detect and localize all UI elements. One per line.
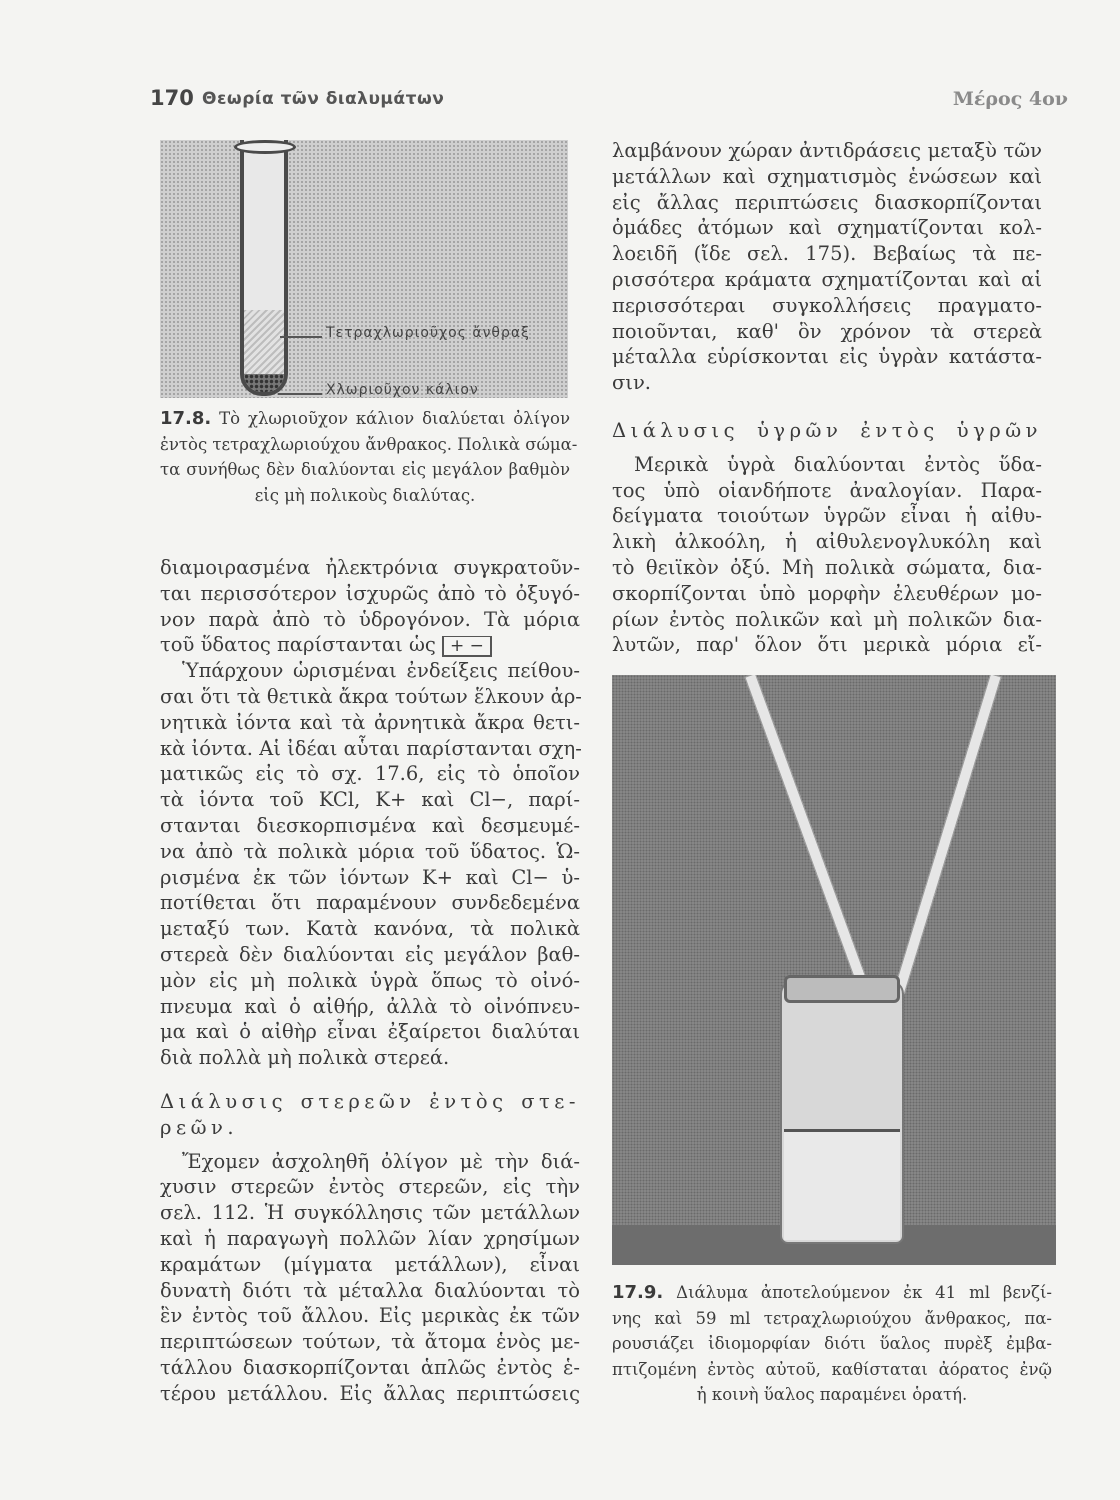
heading-line: ρεῶν.	[160, 1115, 239, 1139]
text-line: ρίων ἐντὸς πολικῶν καὶ μὴ πολικῶν δια-	[612, 607, 1042, 631]
water-molecule-symbol: + −	[442, 636, 492, 657]
text-line: δείγματα τοιούτων ὑγρῶν εἶναι ἡ αἰθυ-	[612, 504, 1042, 528]
text-line: καὶ ἡ παραγωγὴ πολλῶν λίαν χρησίμων	[160, 1226, 580, 1250]
jar-neck	[784, 975, 900, 1003]
text-line: λοειδῆ (ἴδε σελ. 175). Βεβαίως τὰ πε-	[612, 242, 1042, 266]
caption-line: Τὸ χλωριοῦχον κάλιον διαλύεται ὀλίγον	[219, 409, 570, 428]
section-heading	[160, 1089, 580, 1141]
paragraph	[160, 1149, 580, 1407]
text-line: λαμβάνουν χώραν ἀντιδράσεις μεταξὺ τῶν	[612, 139, 1042, 162]
text-line: τος ὑπὸ οἱανδήποτε ἀναλογίαν. Παρα-	[612, 478, 1042, 502]
section-heading: Διάλυσις ὑγρῶν ἐντὸς ὑγρῶν	[612, 418, 1042, 442]
text-line: ἓν ἐντὸς τοῦ ἄλλου. Εἰς μερικὰς ἐκ τῶν	[160, 1304, 580, 1328]
text-line: στανται διεσκορπισμένα καὶ δεσμευμέ-	[160, 813, 580, 837]
label-potassium-chloride: Χλωριοῦχον κάλιον	[326, 382, 479, 398]
test-tube-icon	[240, 140, 288, 396]
test-tube-rim	[234, 140, 296, 154]
paragraph	[160, 658, 580, 1071]
text-line: μα καὶ ὁ αἰθὴρ εἶναι ἐξαίρετοι διαλύται	[160, 1020, 580, 1044]
text-line: νον παρὰ ἀπὸ τὸ ὑδρογόνον. Τὰ μόρια	[160, 607, 580, 631]
text-line: εἰς ἄλλας περιπτώσεις διασκορπίζονται	[612, 190, 1042, 214]
glass-rod-ordinary-icon	[893, 675, 1002, 994]
label-carbon-tetrachloride: Τετραχλωριοῦχος ἄνθραξ	[326, 325, 530, 341]
text-line: διαμοιρασμένα ἠλεκτρόνια συγκρατοῦν-	[160, 556, 580, 579]
spacer	[612, 396, 1042, 418]
paragraph	[612, 452, 1042, 658]
right-column	[612, 138, 1042, 658]
leader-line	[278, 393, 322, 395]
caption-line: ἡ κοινὴ ὕαλος παραμένει ὁρατή.	[696, 1385, 968, 1404]
text-line: σαι ὅτι τὰ θετικὰ ἄκρα τούτων ἕλκουν ἀρ-	[160, 684, 582, 708]
text-line: χυσιν στερεῶν ἐντὸς στερεῶν, εἰς τὴν	[160, 1175, 580, 1199]
spacer	[612, 444, 1042, 452]
text-line: μετάλλων καὶ σχηματισμὸς ἑνώσεων καὶ	[612, 164, 1042, 188]
caption-line: ρουσιάζει ἰδιομορφίαν διότι ὕαλος πυρὲξ ἐμβα-	[612, 1334, 1052, 1353]
part-label: Μέρος 4ον	[952, 88, 1068, 110]
text-line: ὁμάδες ἀτόμων καὶ σχηματίζονται κολ-	[612, 216, 1042, 240]
text-line: τὰ ἰόντα τοῦ KCl, K+ καὶ Cl−, παρί-	[160, 788, 580, 812]
text-line: μεταξύ των. Κατὰ κανόνα, τὰ πολικὰ	[160, 917, 580, 941]
paragraph	[160, 555, 580, 658]
figure-17-8-test-tube-illustration	[160, 140, 568, 398]
text-line: μέταλλα εὑρίσκονται εἰς ὑγρὰν κατάστα-	[612, 345, 1042, 369]
text-line: ποτίθεται ὅτι παραμένουν συνδεδεμένα	[160, 891, 580, 915]
text-line: σελ. 112. Ἡ συγκόλλησις τῶν μετάλλων	[160, 1201, 580, 1225]
caption-line: εἰς μὴ πολικοὺς διαλύτας.	[254, 485, 476, 505]
spacer	[160, 1141, 580, 1149]
text-line: περισσότεραι συγκολλήσεις πραγματο-	[612, 293, 1042, 317]
text-line: ματικῶς εἰς τὸ σχ. 17.6, εἰς τὸ ὁποῖον	[160, 762, 580, 786]
figure-17-9-caption	[612, 1280, 1052, 1408]
text-line: ρισσότερα κράματα σχηματίζονται καὶ αἱ	[612, 267, 1042, 291]
caption-line: νης καὶ 59 ml τετραχλωριούχου ἄνθρακος, πα-	[612, 1308, 1052, 1328]
glass-jar-icon	[780, 980, 904, 1244]
heading-line: Διάλυσις στερεῶν ἐντὸς στε-	[160, 1089, 580, 1113]
text-line: σιν.	[612, 371, 652, 395]
text-line: τὸ θειϊκὸν ὀξύ. Μὴ πολικὰ σώματα, δια-	[612, 555, 1042, 579]
page-number: 170	[150, 86, 194, 110]
text-line: ποιοῦνται, καθ' ὃν χρόνον τὰ στερεὰ	[612, 319, 1042, 343]
text-line: τάλλου διασκορπίζονται ἁπλῶς ἐντὸς ἑ-	[160, 1355, 580, 1379]
glass-rod-pyrex-icon	[744, 675, 872, 998]
text-line: νητικὰ ἰόντα καὶ τὰ ἀρνητικὰ ἄκρα θετι-	[160, 710, 580, 734]
jar-liquid	[784, 1129, 900, 1240]
figure-number: 17.8.	[160, 408, 212, 429]
spacer	[160, 1071, 580, 1089]
text-line: τέρου μετάλλου. Εἰς ἄλλας περιπτώσεις	[160, 1381, 580, 1405]
running-title: Θεωρία τῶν διαλυμάτων	[202, 89, 445, 109]
page-header	[150, 86, 1070, 120]
text-line: τοῦ ὕδατος παρίστανται ὡς	[160, 633, 436, 657]
text-line: διὰ πολλὰ μὴ πολικὰ στερεά.	[160, 1046, 450, 1070]
left-column	[160, 555, 580, 1407]
paragraph	[612, 138, 1042, 396]
figure-17-8-caption	[160, 406, 578, 508]
figure-number: 17.9.	[612, 1282, 664, 1303]
text-line: κὰ ἰόντα. Αἱ ἰδέαι αὗται παρίστανται σχη-	[160, 736, 582, 760]
text-line: ρισμένα ἐκ τῶν ἰόντων K+ καὶ Cl− ὑ-	[160, 865, 580, 889]
text-line: λικὴ ἀλκοόλη, ἡ αἰθυλενογλυκόλη καὶ	[612, 530, 1042, 554]
text-line: να ἀπὸ τὰ πολικὰ μόρια τοῦ ὕδατος. Ὡ-	[160, 839, 580, 863]
text-line: πνευμα καὶ ὁ αἰθήρ, ἀλλὰ τὸ οἰνόπνευ-	[160, 994, 580, 1018]
caption-line: Διάλυμα ἀποτελούμενον ἐκ 41 ml βενζί-	[676, 1283, 1052, 1302]
text-line: σκορπίζονται ὑπὸ μορφὴν ἐλευθέρων μο-	[612, 581, 1042, 605]
caption-line: τα συνήθως δὲν διαλύονται εἰς μεγάλον βαθμὸν	[160, 460, 570, 479]
text-line: ται περισσότερον ἰσχυρῶς ἀπὸ τὸ ὀξυγό-	[160, 581, 580, 605]
text-line: Ὑπάρχουν ὡρισμέναι ἐνδείξεις πείθου-	[182, 659, 580, 683]
caption-line: ἐντὸς τετραχλωριούχου ἄνθρακος. Πολικὰ σώμα-	[160, 434, 578, 454]
text-line: λυτῶν, παρ' ὅλον ὅτι μερικὰ μόρια εἴ-	[612, 633, 1042, 657]
text-line: στερεὰ δὲν διαλύονται εἰς μεγάλον βαθ-	[160, 942, 580, 966]
text-line: δυνατὴ διότι τὰ μέταλλα διαλύονται τὸ	[160, 1278, 580, 1302]
text-line: κραμάτων (μίγματα μετάλλων), εἶναι	[160, 1252, 580, 1276]
leader-line	[280, 336, 322, 338]
text-line: μὸν εἰς μὴ πολικὰ ὑγρὰ ὅπως τὸ οἰνό-	[160, 968, 580, 992]
text-line: περιπτώσεων τούτων, τὰ ἄτομα ἑνὸς με-	[160, 1330, 580, 1354]
text-line: Ἔχομεν ἀσχοληθῆ ὀλίγον μὲ τὴν διά-	[182, 1149, 580, 1173]
text-line: Μερικὰ ὑγρὰ διαλύονται ἐντὸς ὕδα-	[634, 452, 1042, 476]
figure-17-9-photo-jar-with-glass-rods	[612, 675, 1056, 1265]
caption-line: πτιζομένη ἐντὸς αὐτοῦ, καθίσταται ἀόρατος ἐνῷ	[612, 1359, 1052, 1379]
potassium-chloride-sediment	[244, 374, 284, 392]
